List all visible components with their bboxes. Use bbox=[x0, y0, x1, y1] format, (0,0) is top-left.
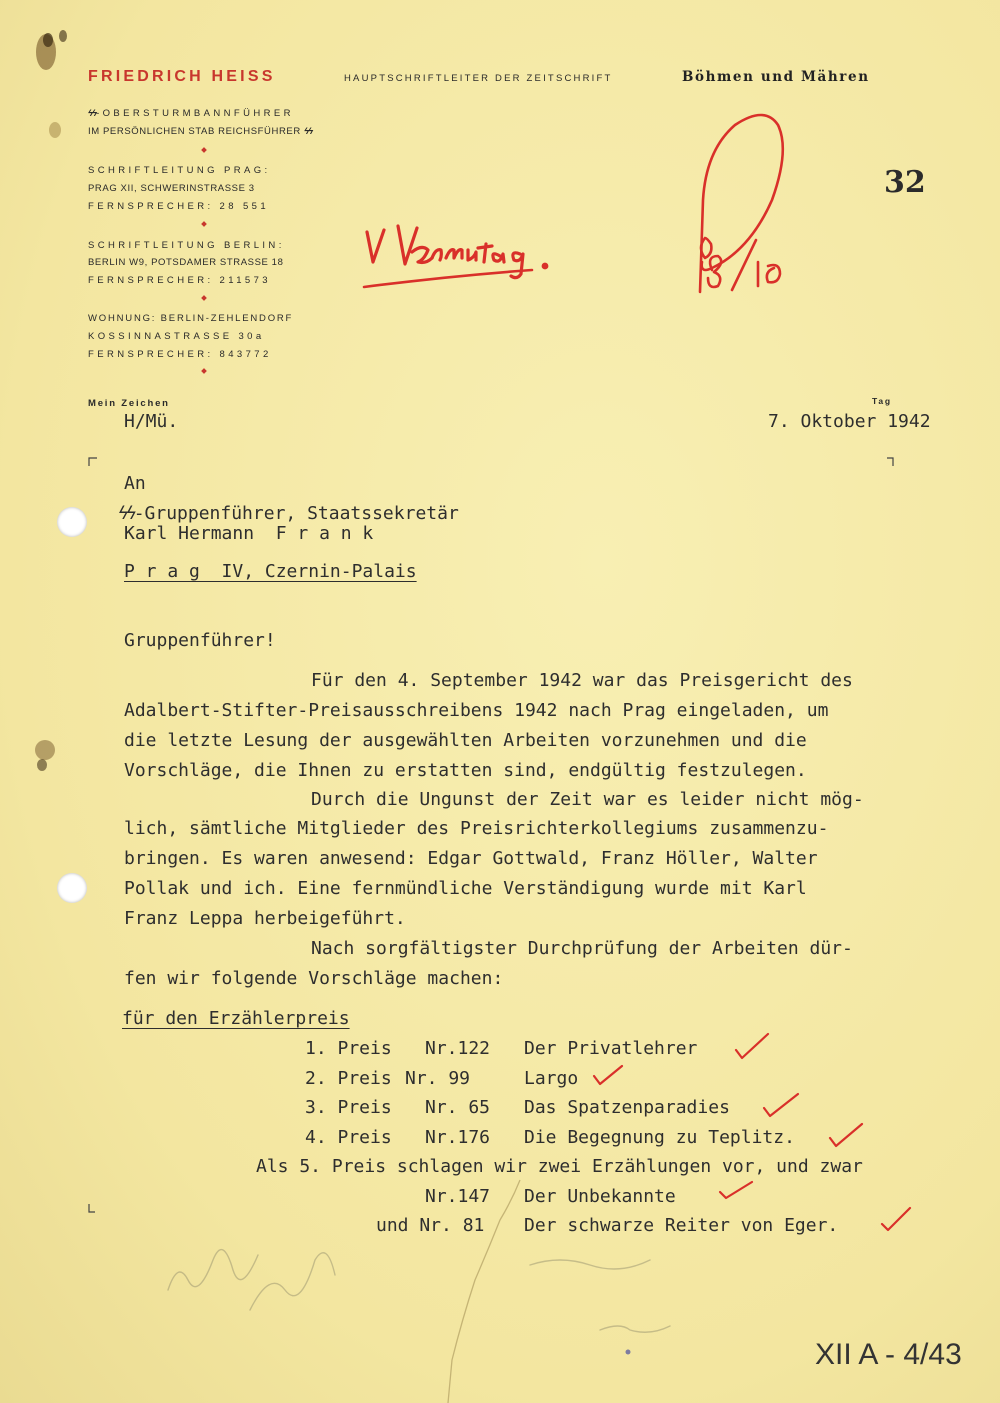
section-heading: für den Erzählerpreis bbox=[122, 1008, 350, 1029]
berlin-address: BERLIN W9, POTSDAMER STRASSE 18 bbox=[88, 257, 284, 268]
reference: H/Mü. bbox=[124, 411, 179, 432]
letterhead-role: HAUPTSCHRIFTLEITER DER ZEITSCHRIFT bbox=[344, 73, 613, 84]
fifth-prize-b-title: Der schwarze Reiter von Eger. bbox=[524, 1215, 839, 1236]
fifth-prize-a-nr: Nr.147 bbox=[425, 1186, 491, 1207]
check-mark-icon bbox=[594, 1066, 622, 1084]
prize-nr: Nr.176 bbox=[425, 1127, 491, 1148]
check-mark-icon bbox=[736, 1034, 768, 1058]
ss-rune-icon: ϟϟ bbox=[118, 503, 134, 524]
prize-nr: Nr. 99 bbox=[405, 1068, 471, 1089]
berlin-title: SCHRIFTLEITUNG BERLIN: bbox=[88, 240, 285, 251]
prize-title: Das Spatzenparadies bbox=[524, 1097, 730, 1118]
fifth-prize-a-title: Der Unbekannte bbox=[524, 1186, 676, 1207]
body-line: lich, sämtliche Mitglieder des Preisrichterkollegiums zusammenzu- bbox=[124, 818, 829, 839]
body-line: Franz Leppa herbeigeführt. bbox=[124, 908, 406, 929]
fifth-prize-intro: Als 5. Preis schlagen wir zwei Erzählungen vor, und zwar bbox=[256, 1156, 863, 1177]
body-line: bringen. Es waren anwesend: Edgar Gottwald, Franz Höller, Walter bbox=[124, 848, 818, 869]
prize-place: 4. Preis bbox=[305, 1127, 392, 1148]
salutation: Gruppenführer! bbox=[124, 630, 276, 651]
prize-title: Largo bbox=[524, 1068, 579, 1089]
body-line: Vorschläge, die Ihnen zu erstatten sind, endgültig festzulegen. bbox=[124, 760, 807, 781]
punch-hole-top bbox=[57, 507, 87, 537]
prag-phone: FERNSPRECHER: 28 551 bbox=[88, 201, 270, 212]
ss-rune-icon: ϟϟ bbox=[88, 108, 97, 119]
letterhead-rank: ϟϟ-OBERSTURMBANNFÜHRER bbox=[88, 108, 294, 119]
body-line: Nach sorgfältigster Durchprüfung der Arbeiten dür- bbox=[311, 938, 853, 959]
prag-address: PRAG XII, SCHWERINSTRASSE 3 bbox=[88, 183, 255, 194]
check-mark-icon bbox=[720, 1182, 752, 1198]
fifth-prize-b-prefix: und Nr. 81 bbox=[376, 1215, 485, 1236]
prize-place: 1. Preis bbox=[305, 1038, 392, 1059]
ref-label: Mein Zeichen bbox=[88, 398, 170, 409]
berlin-phone: FERNSPRECHER: 211573 bbox=[88, 275, 271, 286]
punch-hole-bottom bbox=[57, 873, 87, 903]
body-line: die letzte Lesung der ausgewählten Arbeiten vorzunehmen und die bbox=[124, 730, 807, 751]
prize-title: Die Begegnung zu Teplitz. bbox=[524, 1127, 795, 1148]
body-line: Für den 4. September 1942 war das Preisgericht des bbox=[311, 670, 853, 691]
home-phone: FERNSPRECHER: 843772 bbox=[88, 349, 272, 360]
recipient-line1: ϟϟ-Gruppenführer, Staatssekretär bbox=[118, 503, 459, 524]
body-line: Pollak und ich. Eine fernmündliche Verständigung wurde mit Karl bbox=[124, 878, 807, 899]
recipient-line2: Karl Hermann F r a n k bbox=[124, 523, 374, 544]
prag-title: SCHRIFTLEITUNG PRAG: bbox=[88, 165, 271, 176]
body-line: fen wir folgende Vorschläge machen: bbox=[124, 968, 504, 989]
home-title: WOHNUNG: BERLIN-ZEHLENDORF bbox=[88, 313, 294, 324]
date: 7. Oktober 1942 bbox=[768, 411, 931, 432]
letterhead-magazine: Böhmen und Mähren bbox=[682, 69, 870, 85]
letterhead-name: FRIEDRICH HEISS bbox=[88, 68, 276, 85]
divider-diamond bbox=[201, 221, 207, 227]
recipient-line3: P r a g IV, Czernin-Palais bbox=[124, 561, 417, 582]
archive-number: XII A - 4/43 bbox=[815, 1338, 962, 1371]
check-mark-icon bbox=[764, 1094, 798, 1116]
check-mark-icon bbox=[882, 1208, 910, 1230]
prize-nr: Nr. 65 bbox=[425, 1097, 491, 1118]
divider-diamond bbox=[201, 295, 207, 301]
body-line: Durch die Ungunst der Zeit war es leider nicht mög- bbox=[311, 789, 864, 810]
divider-diamond bbox=[201, 147, 207, 153]
ss-rune-icon: ϟϟ bbox=[304, 126, 313, 137]
recipient-an: An bbox=[124, 473, 146, 494]
page-number: 32 bbox=[884, 165, 926, 200]
prize-place: 2. Preis bbox=[305, 1068, 392, 1089]
home-address: KOSSINNASTRASSE 30a bbox=[88, 331, 265, 342]
prize-nr: Nr.122 bbox=[425, 1038, 491, 1059]
body-line: Adalbert-Stifter-Preisausschreibens 1942 nach Prag eingeladen, um bbox=[124, 700, 829, 721]
letterhead-staff: IM PERSÖNLICHEN STAB REICHSFÜHRER ϟϟ bbox=[88, 126, 313, 137]
date-label: Tag bbox=[872, 396, 892, 406]
prize-title: Der Privatlehrer bbox=[524, 1038, 698, 1059]
prize-place: 3. Preis bbox=[305, 1097, 392, 1118]
divider-diamond bbox=[201, 368, 207, 374]
check-mark-icon bbox=[830, 1124, 862, 1146]
